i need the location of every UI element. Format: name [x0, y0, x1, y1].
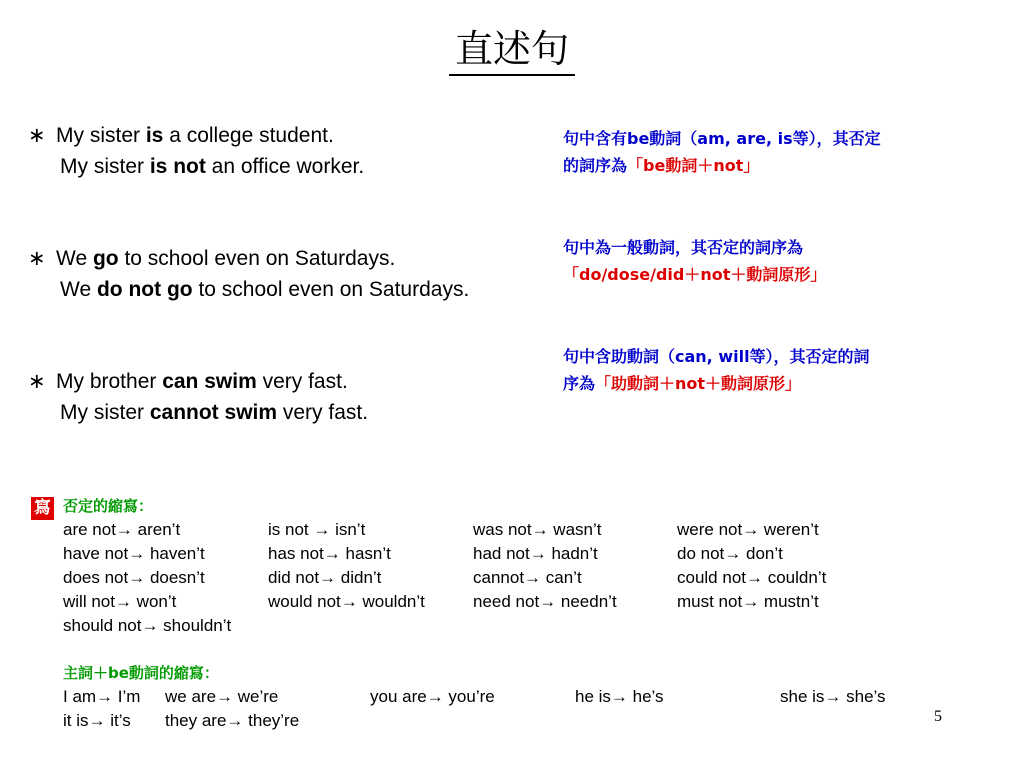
example-positive: ∗ We go to school even on Saturdays. — [28, 243, 469, 274]
subject-be-contractions-title: 主詞＋be動詞的縮寫： — [63, 664, 219, 682]
bullet-star-icon: ∗ — [28, 124, 46, 147]
example-positive: ∗ My brother can swim very fast. — [28, 366, 368, 397]
note-auxiliary-verb: 句中含助動詞（can, will等），其否定的詞 序為「助動詞＋not＋動詞原形」 — [563, 347, 870, 393]
example-positive: ∗ My sister is a college student. — [28, 120, 364, 151]
example-2 — [28, 243, 469, 305]
slide: 直述句 ∗ My sister is a college student. My sister is not an office worker. ∗ We go to school even on Saturdays. We do not go to school even on Saturdays. ∗ My brother can swim very fast. My sister cannot swim very fast. 句中含有be動詞（am, are, is等），其否定 的詞序為「be動詞＋not」 句中為一般動詞，其否定的詞序為 「do/dose/did＋not＋動詞原形」 句中含助動詞（can, will等），其否定的詞 序為「助動詞＋not＋動詞原形」 寫 否定的縮寫： are not→ aren’t is not → isn’t was not→ wasn’t were not→ weren’t have not→ haven’t has not→ hasn’t had not→ hadn’t do not→ don’t does not→ doesn’t did not→ didn’t cannot→ can’t could not→ couldn’t will not→ won’t would not→ wouldn’t need not→ needn’t must not→ mustn’t should not→ shouldn’t 主詞＋be動詞的縮寫： I am→ I’m we are→ we’re you are→ you’re he is→ he’s she is→ she’s it is→ it’s they are→ they’re 5 — [0, 0, 1024, 768]
example-negative: My sister is not an office worker. — [60, 155, 365, 178]
write-badge-icon: 寫 — [31, 497, 54, 520]
bullet-star-icon: ∗ — [28, 247, 46, 270]
example-1 — [28, 120, 364, 182]
page-number: 5 — [934, 708, 942, 725]
bullet-star-icon: ∗ — [28, 370, 46, 393]
note-be-verb: 句中含有be動詞（am, are, is等），其否定 的詞序為「be動詞＋not」 — [563, 129, 881, 175]
example-negative: We do not go to school even on Saturdays. — [60, 278, 470, 301]
example-negative: My sister cannot swim very fast. — [60, 401, 369, 424]
negative-contractions-title: 否定的縮寫： — [63, 497, 154, 515]
example-3 — [28, 366, 368, 428]
slide-title: 直述句 — [0, 24, 1024, 76]
note-general-verb: 句中為一般動詞，其否定的詞序為 「do/dose/did＋not＋動詞原形」 — [563, 238, 827, 284]
